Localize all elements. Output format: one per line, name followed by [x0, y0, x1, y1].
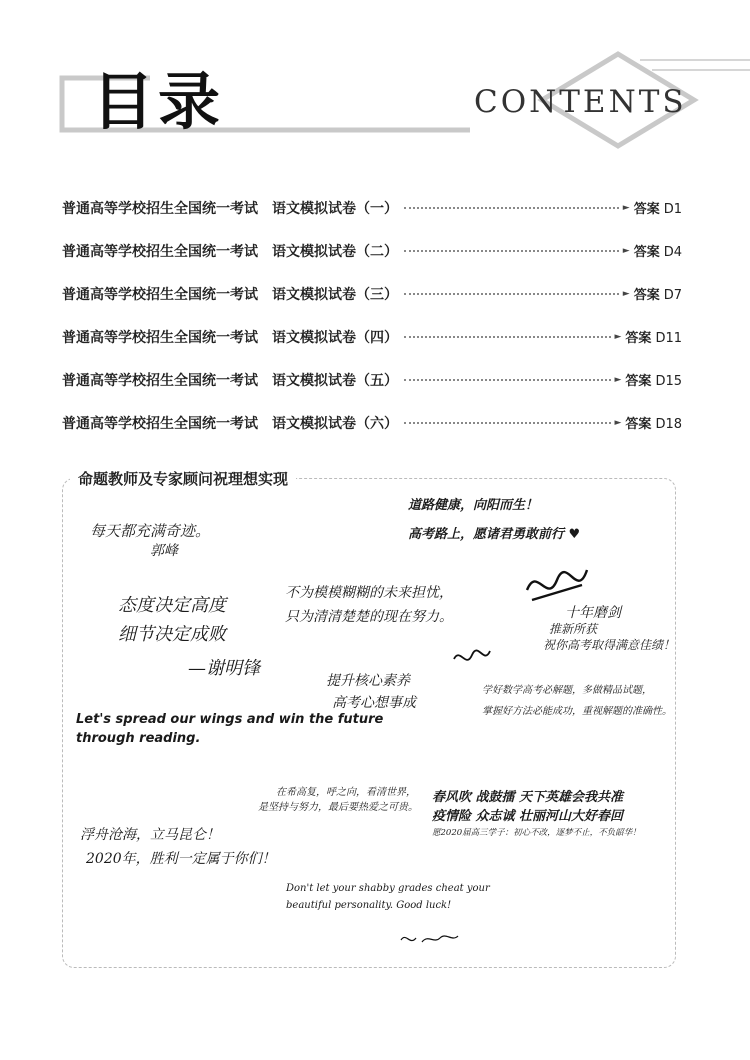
handwritten-note: 在希高复，呼之向，看清世界， 是坚持与努力，最后要热爱之可贵。 [258, 787, 418, 813]
toc-item-title: 普通高等学校招生全国统一考试 [62, 329, 258, 346]
toc-item-title: 普通高等学校招生全国统一考试 [62, 200, 258, 217]
handwritten-note: 十年磨剑 推新所获 祝你高考取得满意佳绩！ [543, 605, 676, 652]
leader-dots [404, 293, 619, 295]
toc-item-paper: 语文模拟试卷（二） [272, 243, 398, 260]
handwritten-note: 道路健康，向阳而生！ 高考路上，愿诸君勇敢前行 ♥ [408, 498, 581, 542]
handwritten-note: Let's spread our wings and win the future through reading. [76, 712, 384, 746]
toc-item-answer: 答案 D4 [633, 245, 682, 260]
toc-item[interactable] [62, 315, 682, 358]
arrow-right-icon: ► [614, 374, 622, 385]
arrow-right-icon: ► [622, 245, 630, 256]
wishes-heading: 命题教师及专家顾问祝理想实现 [70, 468, 296, 489]
toc-item-title: 普通高等学校招生全国统一考试 [62, 372, 258, 389]
handwritten-note: 每天都充满奇迹。 郭峰 [90, 522, 211, 559]
leader-dots [404, 422, 611, 424]
toc-item-answer: 答案 D11 [625, 331, 682, 346]
toc-item-paper: 语文模拟试卷（五） [272, 372, 398, 389]
toc-item-paper: 语文模拟试卷（三） [272, 286, 398, 303]
signature-scribble [450, 645, 494, 671]
signature-scribble [522, 560, 592, 610]
toc-item-answer: 答案 D1 [633, 202, 682, 217]
signature-scribble [398, 930, 462, 948]
arrow-right-icon: ► [614, 331, 622, 342]
leader-dots [404, 250, 619, 252]
leader-dots [404, 336, 611, 338]
toc-item-paper: 语文模拟试卷（四） [272, 329, 398, 346]
toc-item[interactable] [62, 358, 682, 401]
toc-item-answer: 答案 D7 [633, 288, 682, 303]
handwritten-note: 浮舟沧海，立马昆仑！ 2020年，胜利一定属于你们！ [80, 827, 276, 868]
handwritten-note: 学好数学高考必解题，多做精品试题， 掌握好方法必能成功，重视解题的准确性。 [482, 685, 672, 717]
toc-item[interactable] [62, 229, 682, 272]
arrow-right-icon: ► [614, 417, 622, 428]
toc-item[interactable] [62, 186, 682, 229]
toc-list [62, 186, 682, 444]
toc-item[interactable] [62, 401, 682, 444]
leader-dots [404, 379, 611, 381]
toc-item-answer: 答案 D18 [625, 417, 682, 432]
toc-item-title: 普通高等学校招生全国统一考试 [62, 286, 258, 303]
handwritten-note: 提升核心素养 高考心想事成 [326, 673, 416, 712]
handwritten-note: Don't let your shabby grades cheat your beautiful personality. Good luck! [286, 883, 490, 911]
note-signature: 郭峰 [150, 542, 178, 559]
toc-item[interactable] [62, 272, 682, 315]
toc-item-paper: 语文模拟试卷（六） [272, 415, 398, 432]
arrow-right-icon: ► [622, 288, 630, 299]
toc-item-paper: 语文模拟试卷（一） [272, 200, 398, 217]
page-title: 目录 [92, 65, 225, 138]
toc-item-title: 普通高等学校招生全国统一考试 [62, 243, 258, 260]
handwritten-note: 春风吹 战鼓擂 天下英雄会我共准 疫情险 众志诚 壮丽河山大好春回 愿2020届高三学子：初心不改，逐梦不止，不负韶华！ [432, 790, 641, 838]
handwritten-note: 不为模模糊糊的未来担忧， 只为清清楚楚的现在努力。 [285, 585, 453, 626]
toc-item-answer: 答案 D15 [625, 374, 682, 389]
page-subtitle: CONTENTS [474, 84, 687, 120]
leader-dots [404, 207, 619, 209]
handwritten-note: 态度决定高度 细节决定成败 —谢明锋 [118, 595, 260, 679]
note-signature: —谢明锋 [188, 657, 260, 679]
arrow-right-icon: ► [622, 202, 630, 213]
toc-item-title: 普通高等学校招生全国统一考试 [62, 415, 258, 432]
